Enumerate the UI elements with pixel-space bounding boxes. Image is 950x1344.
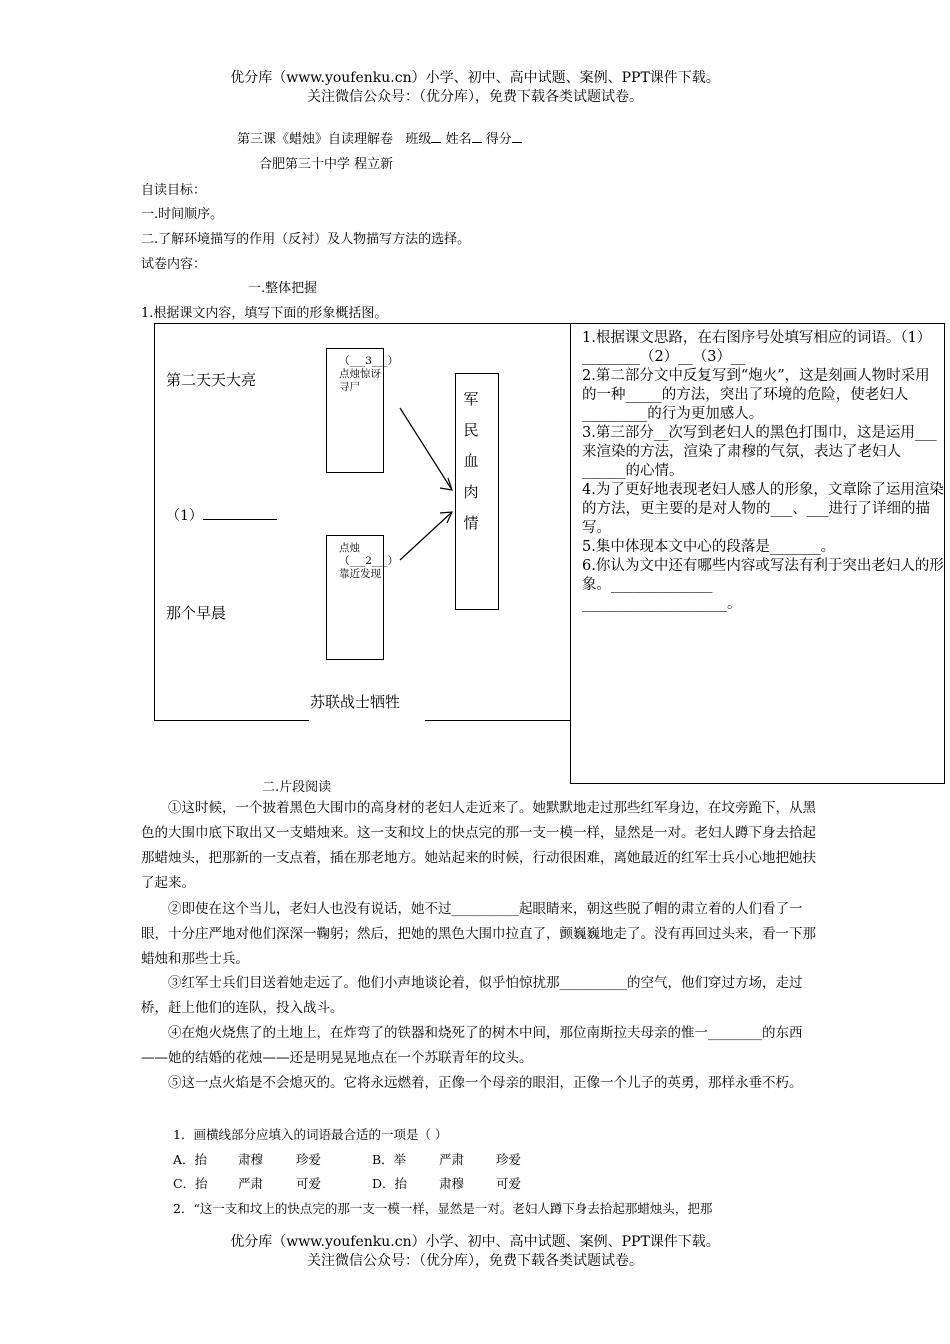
- diagram-arrows: [390, 400, 460, 570]
- diagram-box-stage-3: [326, 348, 399, 473]
- panel-question-3: 3.第三部分__次写到老妇人的黑色打围巾，这是运用___来渲染的方法，渲染了肃穆的气氛，表达了老妇人______的心情。: [582, 425, 937, 479]
- option-a[interactable]: A．抬 肃穆 珍爱: [173, 1152, 322, 1167]
- passage-paragraph-3: ③红军士兵们目送着她走远了。他们小声地谈论着，似乎怕惊扰那__________的空气，他们穿过方场，走过桥，赶上他们的连队，投入战斗。: [141, 975, 803, 1016]
- author: 合肥第三十中学 程立新: [259, 157, 394, 172]
- panel-question-1: 1.根据课文思路，在右图序号处填写相应的词语。（1）________（2）__（3）__: [582, 330, 932, 365]
- panel-question-6: 6.你认为文中还有哪些内容或写法有利于突出老妇人的形象。______________: [582, 558, 944, 593]
- section1-question-1: 1.根据课文内容，填写下面的形象概括图。: [141, 306, 388, 321]
- name-blank[interactable]: [472, 129, 482, 143]
- stage-2-number: （___2___）: [339, 555, 399, 567]
- stage-3-number: （___3___）: [339, 355, 399, 367]
- footer-line-2: 关注微信公众号：（优分库），免费下载各类试题试卷。: [307, 1253, 643, 1269]
- content-heading: 试卷内容：: [141, 257, 207, 272]
- option-b[interactable]: B．举 严肃 珍爱: [372, 1152, 522, 1167]
- diagram-border-bottom-right: [425, 720, 570, 721]
- diagram-label-next-day: 第二天天大亮: [166, 371, 257, 389]
- diagram-blank-1[interactable]: [203, 505, 277, 520]
- reading-question-2: 2．“这一支和坟上的快点完的那一支一模一样，显然是一对。老妇人蹲下身去拾起那蜡烛头，把那: [173, 1201, 713, 1216]
- theme-char: 肉: [463, 483, 479, 501]
- option-c[interactable]: C．抬 严肃 可爱: [173, 1176, 322, 1191]
- passage-paragraph-4: ④在炮火烧焦了的土地上，在炸弯了的铁器和烧死了的树木中间，那位南斯拉夫母亲的惟一________的东西——她的结婚的花烛——还是明晃晃地点在一个苏联青年的坟头。: [141, 1025, 803, 1066]
- passage-paragraph-1: ①这时候，一个披着黑色大围巾的高身材的老妇人走近来了。她默默地走过那些红军身边，在坟旁跪下，从黑色的大围巾底下取出又一支蜡烛来。这一支和坟上的快点完的那一支一模一样，显然是一对。老妇人蹲下身去拾起那蜡烛头，把那新的一支点着，插在那老地方。她站起来的时候，行动很困难，离她最近的红军士兵小心地把她扶了起来。: [141, 800, 816, 891]
- section1-heading: 一.整体把握: [248, 281, 318, 296]
- header-line-2: 关注微信公众号：（优分库），免费下载各类试题试卷。: [307, 89, 643, 105]
- diagram-box-stage-2: [326, 535, 399, 660]
- diagram-label-that-morning: 那个早晨: [166, 604, 227, 622]
- stage-2-text: 靠近发现: [339, 568, 381, 580]
- arrow-from-stage-2: [400, 512, 452, 560]
- diagram-border-left: [154, 323, 155, 721]
- panel-question-5: 5.集中体现本文中心的段落是_______。: [582, 539, 836, 555]
- diagram-label-soviet-soldier: 苏联战士牺牲: [310, 693, 401, 711]
- diagram-border-bottom-left: [154, 720, 309, 721]
- class-blank[interactable]: [431, 129, 441, 143]
- stage-2-prefix: 点烛: [339, 542, 360, 554]
- footer-line-1: 优分库（www.youfenku.cn）小学、初中、高中试题、案例、PPT课件下载。: [230, 1234, 720, 1250]
- theme-char: 血: [463, 452, 479, 470]
- theme-char: 军: [463, 390, 479, 408]
- goals-heading: 自读目标：: [141, 183, 207, 198]
- section2-heading: 二.片段阅读: [262, 780, 332, 795]
- score-label: 得分: [485, 132, 512, 147]
- question-panel-text: [582, 329, 944, 614]
- passage-paragraph-5: ⑤这一点火焰是不会熄灭的。它将永远燃着，正像一个母亲的眼泪，正像一个儿子的英勇，那样永垂不朽。: [168, 1075, 803, 1091]
- name-label: 姓名: [445, 132, 472, 147]
- page-title: [237, 128, 522, 147]
- panel-question-6-answer-line: ____________________。: [582, 596, 742, 612]
- arrow-from-stage-3: [400, 408, 452, 490]
- diagram-label-blank-1: （1）: [166, 505, 277, 525]
- goal-item-2: 二.了解环境描写的作用（反衬）及人物描写方法的选择。: [141, 232, 471, 247]
- reading-question-1: 1．画横线部分应填入的词语最合适的一项是（ ）: [173, 1127, 448, 1142]
- class-label: 班级: [405, 132, 432, 147]
- diagram-box-theme: [455, 373, 499, 610]
- theme-char: 情: [463, 514, 479, 532]
- theme-char: 民: [463, 421, 479, 439]
- passage-paragraph-2: ②即使在这个当儿，老妇人也没有说话，她不过__________起眼睛来，朝这些脱了帽的肃立着的人们看了一眼，十分庄严地对他们深深一鞠躬；然后，把她的黑色大围巾拉直了，颤巍巍地走了。没有再回过头来，看一下那蜡烛和那些士兵。: [141, 901, 816, 967]
- stage-3-text: 点烛惊讶寻尸: [339, 368, 381, 393]
- diagram-border-top: [154, 323, 570, 324]
- score-blank[interactable]: [512, 129, 522, 143]
- title-text: 第三课《蜡烛》自读理解卷: [237, 132, 394, 147]
- header-line-1: 优分库（www.youfenku.cn）小学、初中、高中试题、案例、PPT课件下载。: [230, 70, 720, 86]
- option-d[interactable]: D．抬 肃穆 可爱: [372, 1176, 522, 1191]
- panel-question-2: 2.第二部分文中反复写到“炮火”，这是刻画人物时采用的一种_____的方法，突出了环境的危险，使老妇人_________的行为更加感人。: [582, 368, 930, 422]
- panel-question-4: 4.为了更好地表现老妇人感人的形象，文章除了运用渲染的方法，更主要的是对人物的___、___进行了详细的描写。: [582, 482, 944, 536]
- goal-item-1: 一.时间顺序。: [141, 207, 224, 222]
